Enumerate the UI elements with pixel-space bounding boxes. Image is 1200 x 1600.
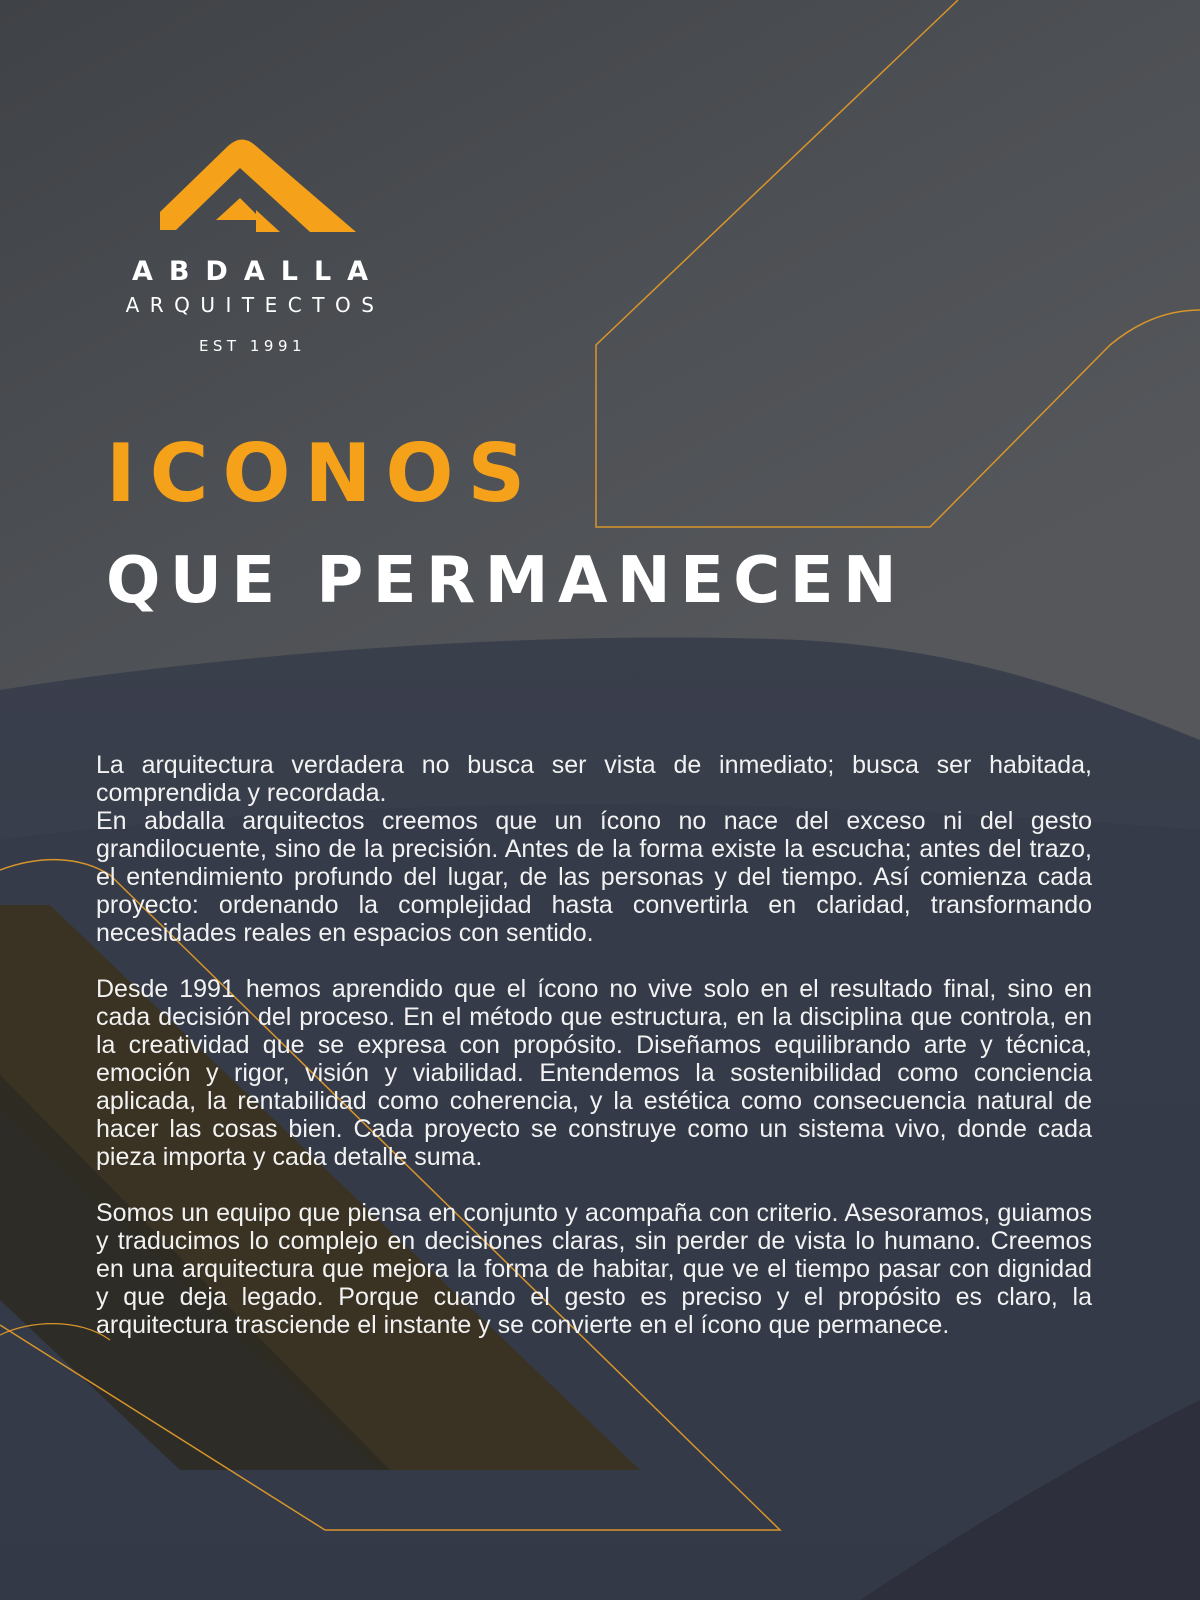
roof-a-logo-icon — [160, 128, 356, 232]
paragraph-history: Desde 1991 hemos aprendido que el ícono no vive solo en el resultado final, sino en cada decisión del proceso. En el método que estructura, en la disciplina que controla, en la creatividad que se expresa con propósito. Diseñamos equilibrando arte y técnica, emoción y rigor, visión y viabilidad. Entendemos la sostenibilidad como conciencia aplicada, la rentabilidad como coherencia, y la estética como consecuencia natural de hacer las cosas bien. Cada proyecto se construye como un sistema vivo, donde cada pieza importa y cada detalle suma. — [96, 975, 1092, 1171]
paragraph-philosophy: En abdalla arquitectos creemos que un ícono no nace del exceso ni del gesto grandilocuente, sino de la precisión. Antes de la forma existe la escucha; antes del trazo, el entendimiento profundo del lugar, de las personas y del tiempo. Así comienza cada proyecto: ordenando la complejidad hasta convertirla en claridad, transformando necesidades reales en espacios con sentido. — [96, 807, 1092, 947]
established-year: EST 1991 — [198, 337, 307, 355]
body-copy — [96, 751, 1092, 1339]
paragraph-team: Somos un equipo que piensa en conjunto y acompaña con criterio. Asesoramos, guiamos y traducimos lo complejo en decisiones claras, sin perder de vista lo humano. Creemos en una arquitectura que mejora la forma de habitar, que ve el tiempo pasar con dignidad y que deja legado. Porque cuando el gesto es preciso y el propósito es claro, la arquitectura trasciende el instante y se convierte en el ícono que permanece. — [96, 1199, 1092, 1339]
headline-subtitle: QUE PERMANECEN — [106, 544, 907, 618]
brand-subtitle: ARQUITECTOS — [125, 293, 385, 317]
brand-name: ABDALLA — [131, 256, 385, 287]
paragraph-intro: La arquitectura verdadera no busca ser vista de inmediato; busca ser habitada, comprendida y recordada. — [96, 751, 1092, 807]
headline-accent: ICONOS — [106, 427, 540, 520]
